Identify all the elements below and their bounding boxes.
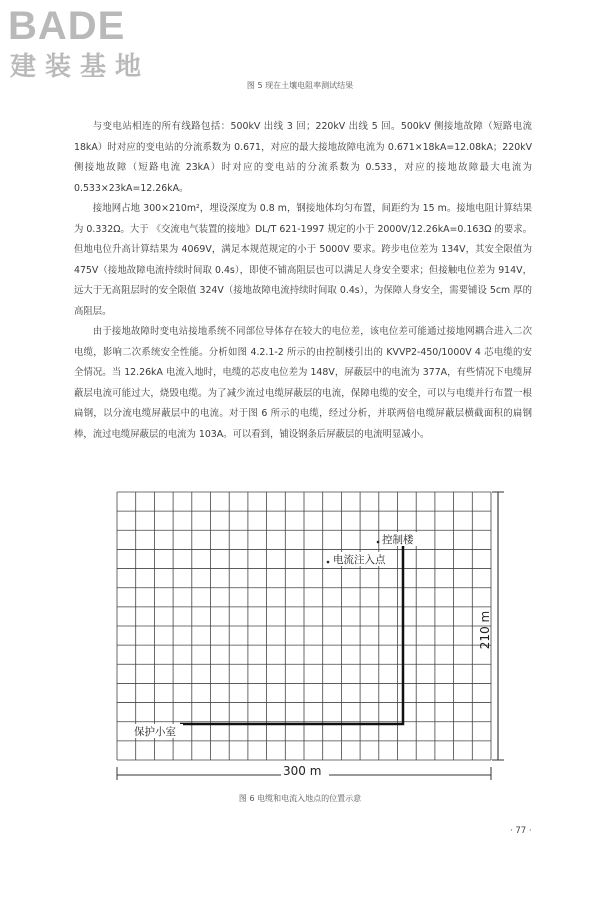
- injection-point-label: 电流注入点: [333, 554, 386, 566]
- protection-room-label: 保护小室: [134, 726, 176, 738]
- page-number: · 77 ·: [510, 826, 532, 836]
- cable-route-line: [180, 542, 403, 724]
- height-dimension-label: 210 m: [478, 610, 492, 650]
- logo-subtitle: 建装基地: [10, 52, 151, 82]
- grounding-grid-lines: [117, 492, 491, 760]
- figure-6-diagram: [0, 480, 600, 790]
- width-dimension-label: 300 m: [283, 764, 322, 778]
- control-building-label: 控制楼: [382, 534, 414, 546]
- injection-point-marker: [327, 561, 330, 564]
- figure-6-caption: 图 6 电缆和电流入地点的位置示意: [238, 794, 362, 803]
- paragraph-cable-safety: 由于接地故障时变电站接地系统不同部位导体存在较大的电位差，该电位差可能通过接地网耦合进入二次电缆，影响二次系统安全性能。分析如图 4.2.1-2 所示的由控制楼引出的 KVVP2-450/1000V 4 芯电缆的安全情况。当 12.26kA 电流入地时，电缆的芯皮电位差为 148V，屏蔽层中的电流为 377A，有些情况下电缆屏蔽层电流可能过大，烧毁电缆。为了减少流过电缆屏蔽层的电流，保障电缆的安全，可以与电缆并行布置一根扁钢，以分流电缆屏蔽层中的电流。对于图 6 所示的电缆，经过分析，并联两倍电缆屏蔽层横截面积的扁钢棒，流过电缆屏蔽层的电流为 103A。可以看到，铺设钢条后屏蔽层的电流明显减小。: [74, 326, 532, 440]
- logo-wordmark: BADE: [8, 4, 126, 48]
- control-building-marker: [377, 541, 380, 544]
- paragraph-grounding-grid: 接地网占地 300×210m²，埋设深度为 0.8 m，钢接地体均匀布置，间距约为 15 m。接地电阻计算结果为 0.332Ω。大于 《交流电气装置的接地》DL/T 621-1997 规定的小于 2000V/12.26kA=0.163Ω 的要求。但地电位升高计算结果为 4069V，满足本规范规定的小于 5000V 要求。跨步电位差为 134V，其安全限值为 475V（接地故障电流持续时间取 0.4s），即使不铺高阻层也可以满足人身安全要求；但接触电位差为 914V，远大于无高阻层时的安全限值 324V（接地故障电流持续时间取 0.4s），为保障人身安全，需要铺设 5cm 厚的高阻层。: [74, 203, 532, 317]
- figure-5-caption: 图 5 现在土壤电阻率测试结果: [246, 81, 354, 90]
- paragraph-branch-coefficient: 与变电站相连的所有线路包括：500kV 出线 3 回；220kV 出线 5 回。500kV 侧接地故障（短路电流 18kA）时对应的变电站的分流系数为 0.671，对应的最大接地故障电流为 0.671×18kA=12.08kA；220kV 侧接地故障（短路电流 23kA）时对应的变电站的分流系数为 0.533，对应的接地故障最大电流为 0.533×23kA=12.26kA。: [74, 121, 532, 194]
